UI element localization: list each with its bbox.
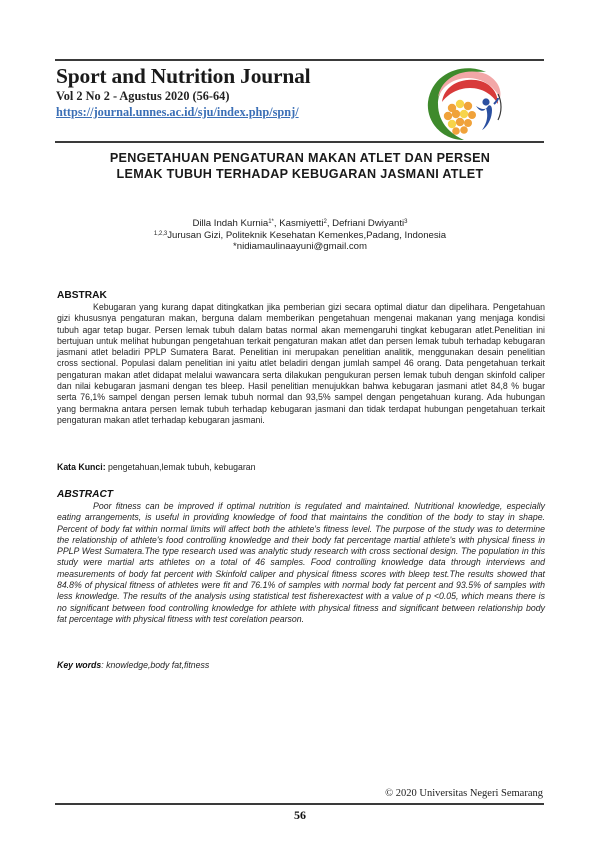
author-list xyxy=(60,218,540,230)
journal-title: Sport and Nutrition Journal xyxy=(56,64,311,88)
page-number: 56 xyxy=(294,808,306,822)
logo-human-figure xyxy=(476,98,498,130)
key-words xyxy=(57,660,209,670)
affiliation-superscript: 1,2,3 xyxy=(153,230,168,237)
abstrak-text-block xyxy=(57,302,545,426)
footer-rule xyxy=(55,803,544,805)
logo-dark-edge xyxy=(498,94,501,120)
author-superscript: 1* xyxy=(268,219,274,225)
author-name: Dilla Indah Kurnia xyxy=(192,218,269,229)
author-separator: , xyxy=(326,218,333,229)
author-superscript: 2 xyxy=(323,219,327,225)
kata-kunci-label: Kata Kunci: xyxy=(57,462,106,472)
logo-hexagon-cluster xyxy=(444,100,476,135)
journal-logo-icon xyxy=(424,64,504,142)
author-affiliation xyxy=(60,230,540,242)
journal-volume-info: Vol 2 No 2 - Agustus 2020 (56-64) xyxy=(56,89,230,103)
article-title xyxy=(60,150,540,182)
author-separator: , xyxy=(273,218,280,229)
abstrak-heading: ABSTRAK xyxy=(57,290,107,301)
journal-url-link[interactable]: https://journal.unnes.ac.id/sju/index.php/spnj/ xyxy=(56,105,299,119)
author-superscript: 3 xyxy=(404,219,408,225)
affiliation-text: Jurusan Gizi, Politeknik Kesehatan Kemenkes,Padang, Indonesia xyxy=(167,229,447,241)
abstract-text: Poor fitness can be improved if optimal nutrition is regulated and maintained. Nutritional knowledge, especially eating arrangements, is useful in providing knowledge of food that maintains the condition of the body to stay in shape. Percent of body fat within normal limits will affect both the athlete's fitness level. The purpose of the study was to determine the relationship of athlete's food controlling knowledge and their body fat percentage martial athlete's with physical finess in PPLP West Sumatera.The type research used was analytic study research with cross sectional design. The population in this study were martial arts athletes on a total of 46 samples. Food controlling knowledge data through interviews and measurements of body fat percent with Skinfold caliper and physical fitness scores with bleep test.The results showed that 84.8% of physical fitness of athletes were fit and 76.1% of samples with normal body fat percent and 93.5% of samples with less knowledge. The results of the analysis using statistical test fisherexactest with a value of p <0.05, which means there is no significant between food controlling knowledge for athlete with physical fitness and significant between relationship body fat percentage with physical fitness with test corelation pearson. xyxy=(57,501,545,624)
kata-kunci-values: pengetahuan,lemak tubuh, kebugaran xyxy=(105,462,256,472)
copyright-notice: © 2020 Universitas Negeri Semarang xyxy=(385,788,543,799)
header-top-rule xyxy=(55,59,544,61)
kata-kunci xyxy=(57,462,255,472)
key-words-values: : knowledge,body fat,fitness xyxy=(101,660,210,670)
abstrak-text: Kebugaran yang kurang dapat ditingkatkan jika pemberian gizi secara optimal diatur dan dipelihara. Pengetahuan gizi khususnya pengaturan makan, berguna dalam memberikan pengetahuan mengenai makanan yang menjaga kondisi tubuh agar tetap bugar. Persen lemak tubuh dalam batas normal akan memengaruhi tingkat kebugaran atlet.Penelitian ini bertujuan untuk melihat hubungan pengetahuan terkait pengaturan makan atlet dan persen lemak tubuh terhadap kebugaran jasmani atlet beladiri PPLP Sumatera Barat. Penelitian ini merupakan penelitian analitik, menggunakan desain penelitian cross sectional. Populasi dalam penelitian ini yaitu atlet beladiri dengan jumlah sampel 46 orang. Data pengetahuan terkait pengaturan makan atlet didapat melalui wawancara serta dilakukan pengukuran persen lemak tubuh dengan skinfold caliper dan nilai kebugaran jasmani dengan tes bleep. Hasil penelitian menujukkan bahwa kebugaran jasmani atlet 84,8 % bugar serta 76,1% sampel dengan persen lemak tubuh normal dan 93,5% sampel dengan pengetahuan kurang. Ada hubungan yang bermakna antara persen lemak tubuh terhadap kebugaran jasmani dan tidak terdapat hubungan pengetahuan terkait pengaturan makan atlet terhadap kebugaran jasmani. xyxy=(57,302,545,425)
author-email: *nidiamaulinaayuni@gmail.com xyxy=(233,241,367,252)
abstract-text-block xyxy=(57,501,545,625)
article-title-line: PENGETAHUAN PENGATURAN MAKAN ATLET DAN PERSEN xyxy=(109,151,491,165)
author-name: Defriani Dwiyanti xyxy=(332,218,405,229)
header-bottom-rule xyxy=(55,141,544,143)
abstract-heading: ABSTRACT xyxy=(57,489,114,500)
article-title-line: LEMAK TUBUH TERHADAP KEBUGARAN JASMANI ATLET xyxy=(116,167,484,181)
author-name: Kasmiyetti xyxy=(279,218,324,229)
key-words-label: Key words xyxy=(57,660,102,670)
author-block xyxy=(60,218,540,253)
